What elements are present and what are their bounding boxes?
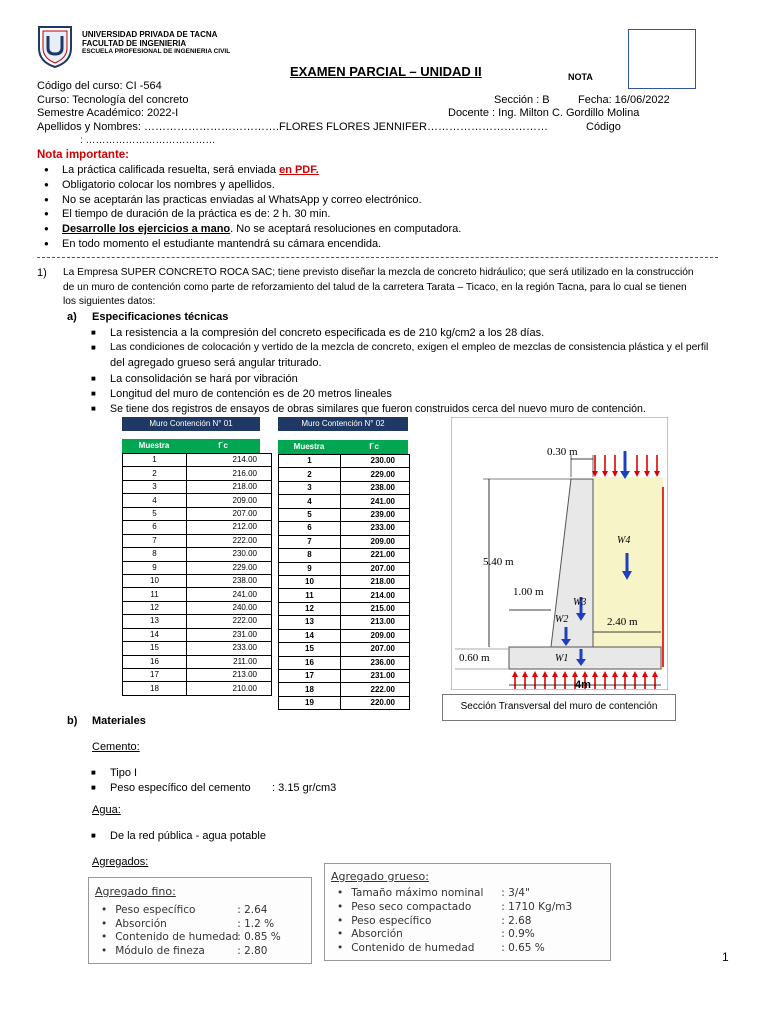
fc-value: 238.00	[187, 574, 272, 587]
fc-value: 231.00	[187, 628, 272, 641]
section-b-title: Materiales	[92, 715, 146, 727]
fine-aggregate-title: Agregado fino:	[95, 885, 176, 898]
property-label: Contenido de humedad	[115, 931, 239, 943]
problem-line: los siguientes datos:	[63, 296, 156, 307]
label-w2: W2	[555, 614, 569, 625]
table-row	[123, 601, 272, 614]
fc-value: 230.00	[187, 548, 272, 561]
code-dots: : …………………………………	[80, 135, 216, 146]
table-row	[279, 602, 410, 615]
table-row	[123, 454, 272, 467]
fc-value: 215.00	[341, 602, 410, 615]
sample-number: 17	[123, 669, 187, 682]
aggregate-property	[101, 918, 274, 930]
teacher: Docente : Ing. Milton C. Gordillo Molina	[448, 107, 640, 119]
section-b-letter: b)	[67, 715, 78, 727]
fc-value: 236.00	[341, 656, 410, 669]
fc-value: 230.00	[341, 455, 410, 468]
property-value: : 1.2 %	[237, 917, 275, 930]
sample-number: 16	[279, 656, 341, 669]
sample-number: 5	[279, 508, 341, 521]
property-label: Peso específico	[115, 904, 196, 916]
sample-number: 5	[123, 507, 187, 520]
table-row	[279, 589, 410, 602]
student-name: Apellidos y Nombres: ……………………………….FLORES FLORES JENNIFER……………………………	[37, 121, 548, 133]
table-row	[279, 670, 410, 683]
fc-value: 207.00	[187, 507, 272, 520]
cement-title: Cemento:	[92, 741, 140, 753]
fc-value: 207.00	[341, 562, 410, 575]
note-item: ● Desarrolle los ejercicios a mano. No se aceptará resoluciones en computadora.	[62, 223, 461, 235]
coarse-aggregate-box	[324, 863, 611, 961]
table-row	[123, 548, 272, 561]
property-value: : 2.80	[237, 944, 268, 957]
sample-number: 9	[279, 562, 341, 575]
spec-item-cont: del agregado grueso será angular triturado.	[110, 357, 322, 369]
dim-base-in: 1.00 m	[513, 586, 544, 598]
sample-number: 12	[279, 602, 341, 615]
problem-number: 1)	[37, 267, 47, 279]
fc-value: 233.00	[187, 642, 272, 655]
spec-item: ■ Las condiciones de colocación y vertido de la mezcla de concreto, exigen el empleo de mezclas de consistencia plástica y el perfil	[110, 342, 708, 353]
fc-value: 211.00	[187, 655, 272, 668]
label-w1: W1	[555, 653, 569, 664]
table-row	[123, 628, 272, 641]
table-row	[123, 669, 272, 682]
table2-caption: Muro Contención N° 02	[278, 417, 408, 431]
bullet-icon: •	[337, 914, 344, 927]
university-logo	[36, 24, 74, 68]
note-item: ● En todo momento el estudiante mantendrá su cámara encendida.	[62, 238, 381, 250]
property-label: Absorción	[115, 917, 167, 930]
sample-number: 8	[123, 548, 187, 561]
aggregate-property	[101, 931, 281, 943]
fc-value: 214.00	[187, 454, 272, 467]
fc-value: 209.00	[187, 494, 272, 507]
fc-value: 241.00	[187, 588, 272, 601]
aggregate-property	[337, 887, 530, 899]
bullet-icon: •	[337, 942, 344, 955]
dim-heel: 2.40 m	[607, 616, 638, 628]
dim-height: 5.40 m	[483, 556, 514, 568]
table-row	[123, 534, 272, 547]
fc-value: 222.00	[187, 615, 272, 628]
sample-number: 3	[123, 480, 187, 493]
table-row	[279, 575, 410, 588]
fc-value: 222.00	[187, 534, 272, 547]
aggregates-title: Agregados:	[92, 856, 149, 868]
table-row	[279, 696, 410, 709]
property-value: : 0.65 %	[501, 942, 545, 955]
exam-title: EXAMEN PARCIAL – UNIDAD II	[290, 64, 482, 79]
table-row	[279, 455, 410, 468]
fc-value: 238.00	[341, 481, 410, 494]
property-label: Módulo de fineza	[115, 944, 205, 957]
property-value: : 3/4"	[501, 887, 530, 899]
sample-number: 14	[279, 629, 341, 642]
sample-number: 1	[123, 454, 187, 467]
code-label: Código	[586, 121, 621, 133]
university-name: UNIVERSIDAD PRIVADA DE TACNA	[82, 30, 218, 39]
sample-number: 17	[279, 670, 341, 683]
table-row	[123, 615, 272, 628]
property-value: : 0.85 %	[237, 931, 281, 943]
property-label: Absorción	[351, 928, 403, 941]
bullet-icon: •	[101, 931, 108, 943]
property-label: Contenido de humedad	[351, 942, 475, 955]
sample-number: 3	[279, 481, 341, 494]
table-row	[123, 655, 272, 668]
table-row	[123, 494, 272, 507]
spec-item: ■ Se tiene dos registros de ensayos de obras similares que fueron construidos cerca del nuevo muro de contención.	[110, 403, 646, 415]
faculty-name: FACULTAD DE INGENIERIA	[82, 39, 187, 48]
coarse-aggregate-title: Agregado grueso:	[331, 870, 429, 883]
table-row	[123, 588, 272, 601]
bullet-icon: •	[337, 900, 344, 913]
table1-header-fc: f´c	[186, 439, 260, 453]
table-row	[123, 521, 272, 534]
bullet-icon: •	[101, 917, 108, 930]
fc-value: 210.00	[187, 682, 272, 695]
table-row	[123, 574, 272, 587]
note-item: ● No se aceptarán las practicas enviadas al WhatsApp y correo electrónico.	[62, 194, 422, 206]
bullet-icon: •	[337, 928, 344, 941]
table-row	[123, 507, 272, 520]
table2-header-muestra: Muestra	[278, 440, 340, 454]
section-a-title: Especificaciones técnicas	[92, 311, 229, 323]
table1-caption: Muro Contención N° 01	[122, 417, 260, 431]
course-code: Código del curso: CI -564	[37, 80, 162, 92]
table-row	[123, 682, 272, 695]
sample-number: 11	[123, 588, 187, 601]
sample-number: 6	[123, 521, 187, 534]
table2-header-fc: f´c	[340, 440, 408, 454]
note-item: ● El tiempo de duración de la práctica es de: 2 h. 30 min.	[62, 208, 330, 220]
table-row	[279, 629, 410, 642]
fc-value: 221.00	[341, 549, 410, 562]
fc-value: 241.00	[341, 495, 410, 508]
fc-value: 231.00	[341, 670, 410, 683]
property-label: Tamaño máximo nominal	[351, 887, 484, 899]
sample-number: 19	[279, 696, 341, 709]
label-w4: W4	[617, 535, 631, 546]
property-value: : 1710 Kg/m3	[501, 900, 573, 913]
sample-number: 13	[279, 616, 341, 629]
fc-value: 216.00	[187, 467, 272, 480]
table-row	[279, 656, 410, 669]
sample-number: 7	[279, 535, 341, 548]
grade-box	[628, 29, 696, 89]
table2	[278, 454, 410, 710]
table-row	[279, 549, 410, 562]
table1	[122, 453, 272, 696]
table-row	[123, 642, 272, 655]
fc-value: 218.00	[187, 480, 272, 493]
sample-number: 18	[279, 683, 341, 696]
section: Sección : B	[494, 94, 550, 106]
problem-line: La Empresa SUPER CONCRETO ROCA SAC; tiene previsto diseñar la mezcla de concreto hidráulico; que será utilizado en la construcción	[63, 267, 694, 278]
aggregate-property	[337, 915, 531, 927]
sample-number: 4	[123, 494, 187, 507]
water-item: ■ De la red pública - agua potable	[110, 830, 266, 842]
problem-line: de un muro de contención como parte de reforzamiento del talud de la carretera Tarata – Ticaco, en la región Tacna, para lo cual se tienen	[63, 282, 687, 293]
fc-value: 209.00	[341, 535, 410, 548]
fc-value: 209.00	[341, 629, 410, 642]
fc-value: 229.00	[187, 561, 272, 574]
fc-value: 233.00	[341, 522, 410, 535]
fc-value: 207.00	[341, 643, 410, 656]
semester: Semestre Académico: 2022-I	[37, 107, 179, 119]
property-value: : 0.9%	[501, 928, 535, 941]
section-a-letter: a)	[67, 311, 77, 323]
water-title: Agua:	[92, 804, 121, 816]
dim-top: 0.30 m	[547, 446, 578, 458]
property-value: : 2.68	[501, 914, 532, 927]
sample-number: 1	[279, 455, 341, 468]
sample-number: 6	[279, 522, 341, 535]
table1-header-muestra: Muestra	[122, 439, 186, 453]
course-name: Curso: Tecnología del concreto	[37, 94, 189, 106]
sample-number: 11	[279, 589, 341, 602]
sample-number: 18	[123, 682, 187, 695]
aggregate-property	[337, 942, 545, 954]
school-name: ESCUELA PROFESIONAL DE INGENIERIA CIVIL	[82, 48, 231, 55]
note-item: ● La práctica calificada resuelta, será enviada en PDF.	[62, 164, 319, 176]
label-w3: W3	[573, 597, 587, 608]
sample-number: 9	[123, 561, 187, 574]
cement-item: ■ Peso específico del cemento : 3.15 gr/cm3	[110, 782, 336, 794]
sample-number: 13	[123, 615, 187, 628]
aggregate-property	[101, 945, 267, 957]
fc-value: 213.00	[341, 616, 410, 629]
fc-value: 240.00	[187, 601, 272, 614]
table-row	[123, 561, 272, 574]
table-row	[279, 508, 410, 521]
fc-value: 213.00	[187, 669, 272, 682]
sample-number: 16	[123, 655, 187, 668]
sample-number: 2	[279, 468, 341, 481]
fc-value: 212.00	[187, 521, 272, 534]
fc-value: 214.00	[341, 589, 410, 602]
property-label: Peso específico	[351, 914, 432, 927]
table-row	[279, 562, 410, 575]
page-number: 1	[722, 950, 729, 964]
table-row	[279, 495, 410, 508]
nota-label: NOTA	[568, 72, 593, 82]
sample-number: 10	[279, 575, 341, 588]
dim-footing: 0.60 m	[459, 652, 490, 664]
property-label: Peso seco compactado	[351, 900, 472, 913]
table-row	[279, 522, 410, 535]
retaining-wall-figure	[451, 417, 668, 690]
cement-item: ■ Tipo I	[110, 767, 137, 779]
property-value: : 2.64	[237, 904, 268, 916]
fc-value: 220.00	[341, 696, 410, 709]
aggregate-property	[101, 904, 267, 916]
table-row	[279, 468, 410, 481]
sample-number: 7	[123, 534, 187, 547]
table-row	[279, 481, 410, 494]
table-row	[279, 643, 410, 656]
table-row	[279, 616, 410, 629]
note-item: ● Obligatorio colocar los nombres y apellidos.	[62, 179, 275, 191]
bullet-icon: •	[101, 944, 108, 957]
fc-value: 218.00	[341, 575, 410, 588]
spec-item: ■ La resistencia a la compresión del concreto especificada es de 210 kg/cm2 a los 28 días.	[110, 327, 544, 339]
fc-value: 222.00	[341, 683, 410, 696]
aggregate-property	[337, 928, 535, 940]
sample-number: 2	[123, 467, 187, 480]
spec-item: ■ La consolidación se hará por vibración	[110, 373, 298, 385]
sample-number: 10	[123, 574, 187, 587]
table-row	[279, 683, 410, 696]
fine-aggregate-box	[88, 877, 312, 964]
spec-item: ■ Longitud del muro de contención es de 20 metros lineales	[110, 388, 392, 400]
sample-number: 14	[123, 628, 187, 641]
exam-date: Fecha: 16/06/2022	[578, 94, 670, 106]
sample-number: 4	[279, 495, 341, 508]
table-row	[123, 480, 272, 493]
bullet-icon: •	[337, 887, 344, 899]
bullet-icon: •	[101, 904, 108, 916]
notes-title: Nota importante:	[37, 149, 129, 161]
fc-value: 229.00	[341, 468, 410, 481]
aggregate-property	[337, 901, 572, 913]
dim-width: 4m	[575, 679, 591, 690]
table-row	[279, 535, 410, 548]
dashed-divider	[37, 257, 718, 258]
sample-number: 15	[123, 642, 187, 655]
figure-caption: Sección Transversal del muro de contención	[442, 694, 676, 721]
sample-number: 15	[279, 643, 341, 656]
sample-number: 12	[123, 601, 187, 614]
fc-value: 239.00	[341, 508, 410, 521]
sample-number: 8	[279, 549, 341, 562]
table-row	[123, 467, 272, 480]
